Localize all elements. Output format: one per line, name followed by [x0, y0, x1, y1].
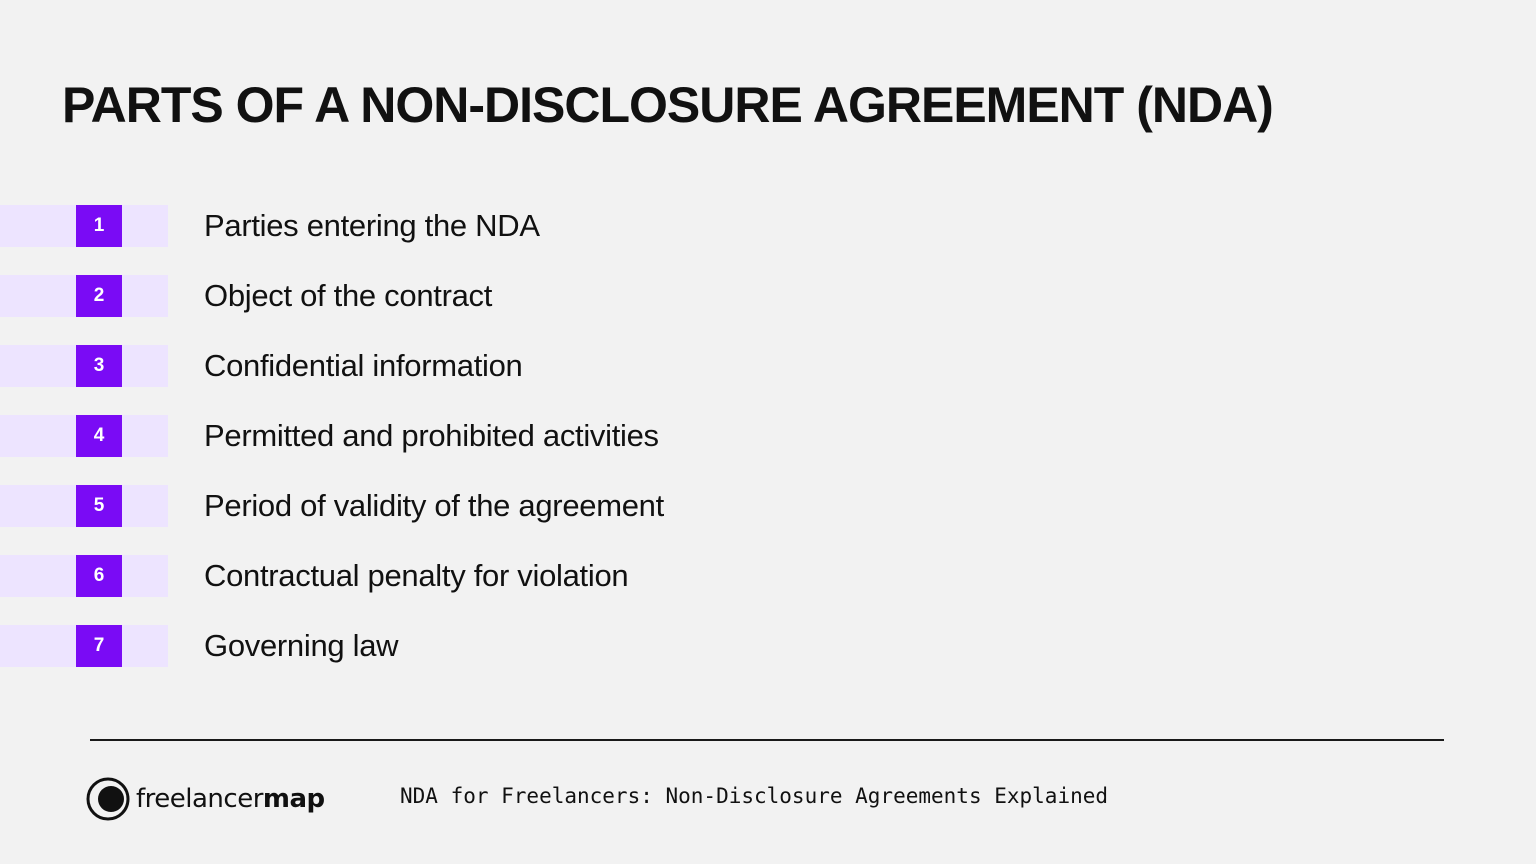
item-label: Parties entering the NDA	[204, 208, 540, 243]
nda-parts-list	[0, 190, 1536, 680]
item-number: 3	[76, 345, 122, 387]
item-label: Period of validity of the agreement	[204, 488, 664, 523]
list-item	[0, 540, 1536, 610]
item-label: Confidential information	[204, 348, 523, 383]
item-label: Object of the contract	[204, 278, 493, 313]
item-label: Permitted and prohibited activities	[204, 418, 659, 453]
item-number: 1	[76, 205, 122, 247]
item-number: 7	[76, 625, 122, 667]
list-item	[0, 190, 1536, 260]
item-number: 2	[76, 275, 122, 317]
list-item	[0, 470, 1536, 540]
footer-caption: NDA for Freelancers: Non-Disclosure Agreements Explained	[400, 784, 1109, 808]
item-number: 4	[76, 415, 122, 457]
item-label: Contractual penalty for violation	[204, 558, 629, 593]
page-title: PARTS OF A NON-DISCLOSURE AGREEMENT (NDA)	[62, 77, 1273, 133]
list-item	[0, 260, 1536, 330]
footer-divider	[90, 739, 1444, 741]
logo-text-bold: map	[262, 784, 325, 814]
freelancermap-logo	[86, 776, 325, 822]
logo-text	[136, 784, 325, 814]
item-number: 5	[76, 485, 122, 527]
list-item	[0, 610, 1536, 680]
footer	[0, 766, 1536, 836]
item-number: 6	[76, 555, 122, 597]
logo-mark-icon	[86, 777, 130, 821]
list-item	[0, 400, 1536, 470]
item-label: Governing law	[204, 628, 399, 663]
list-item	[0, 330, 1536, 400]
logo-text-light: freelancer	[136, 784, 263, 814]
